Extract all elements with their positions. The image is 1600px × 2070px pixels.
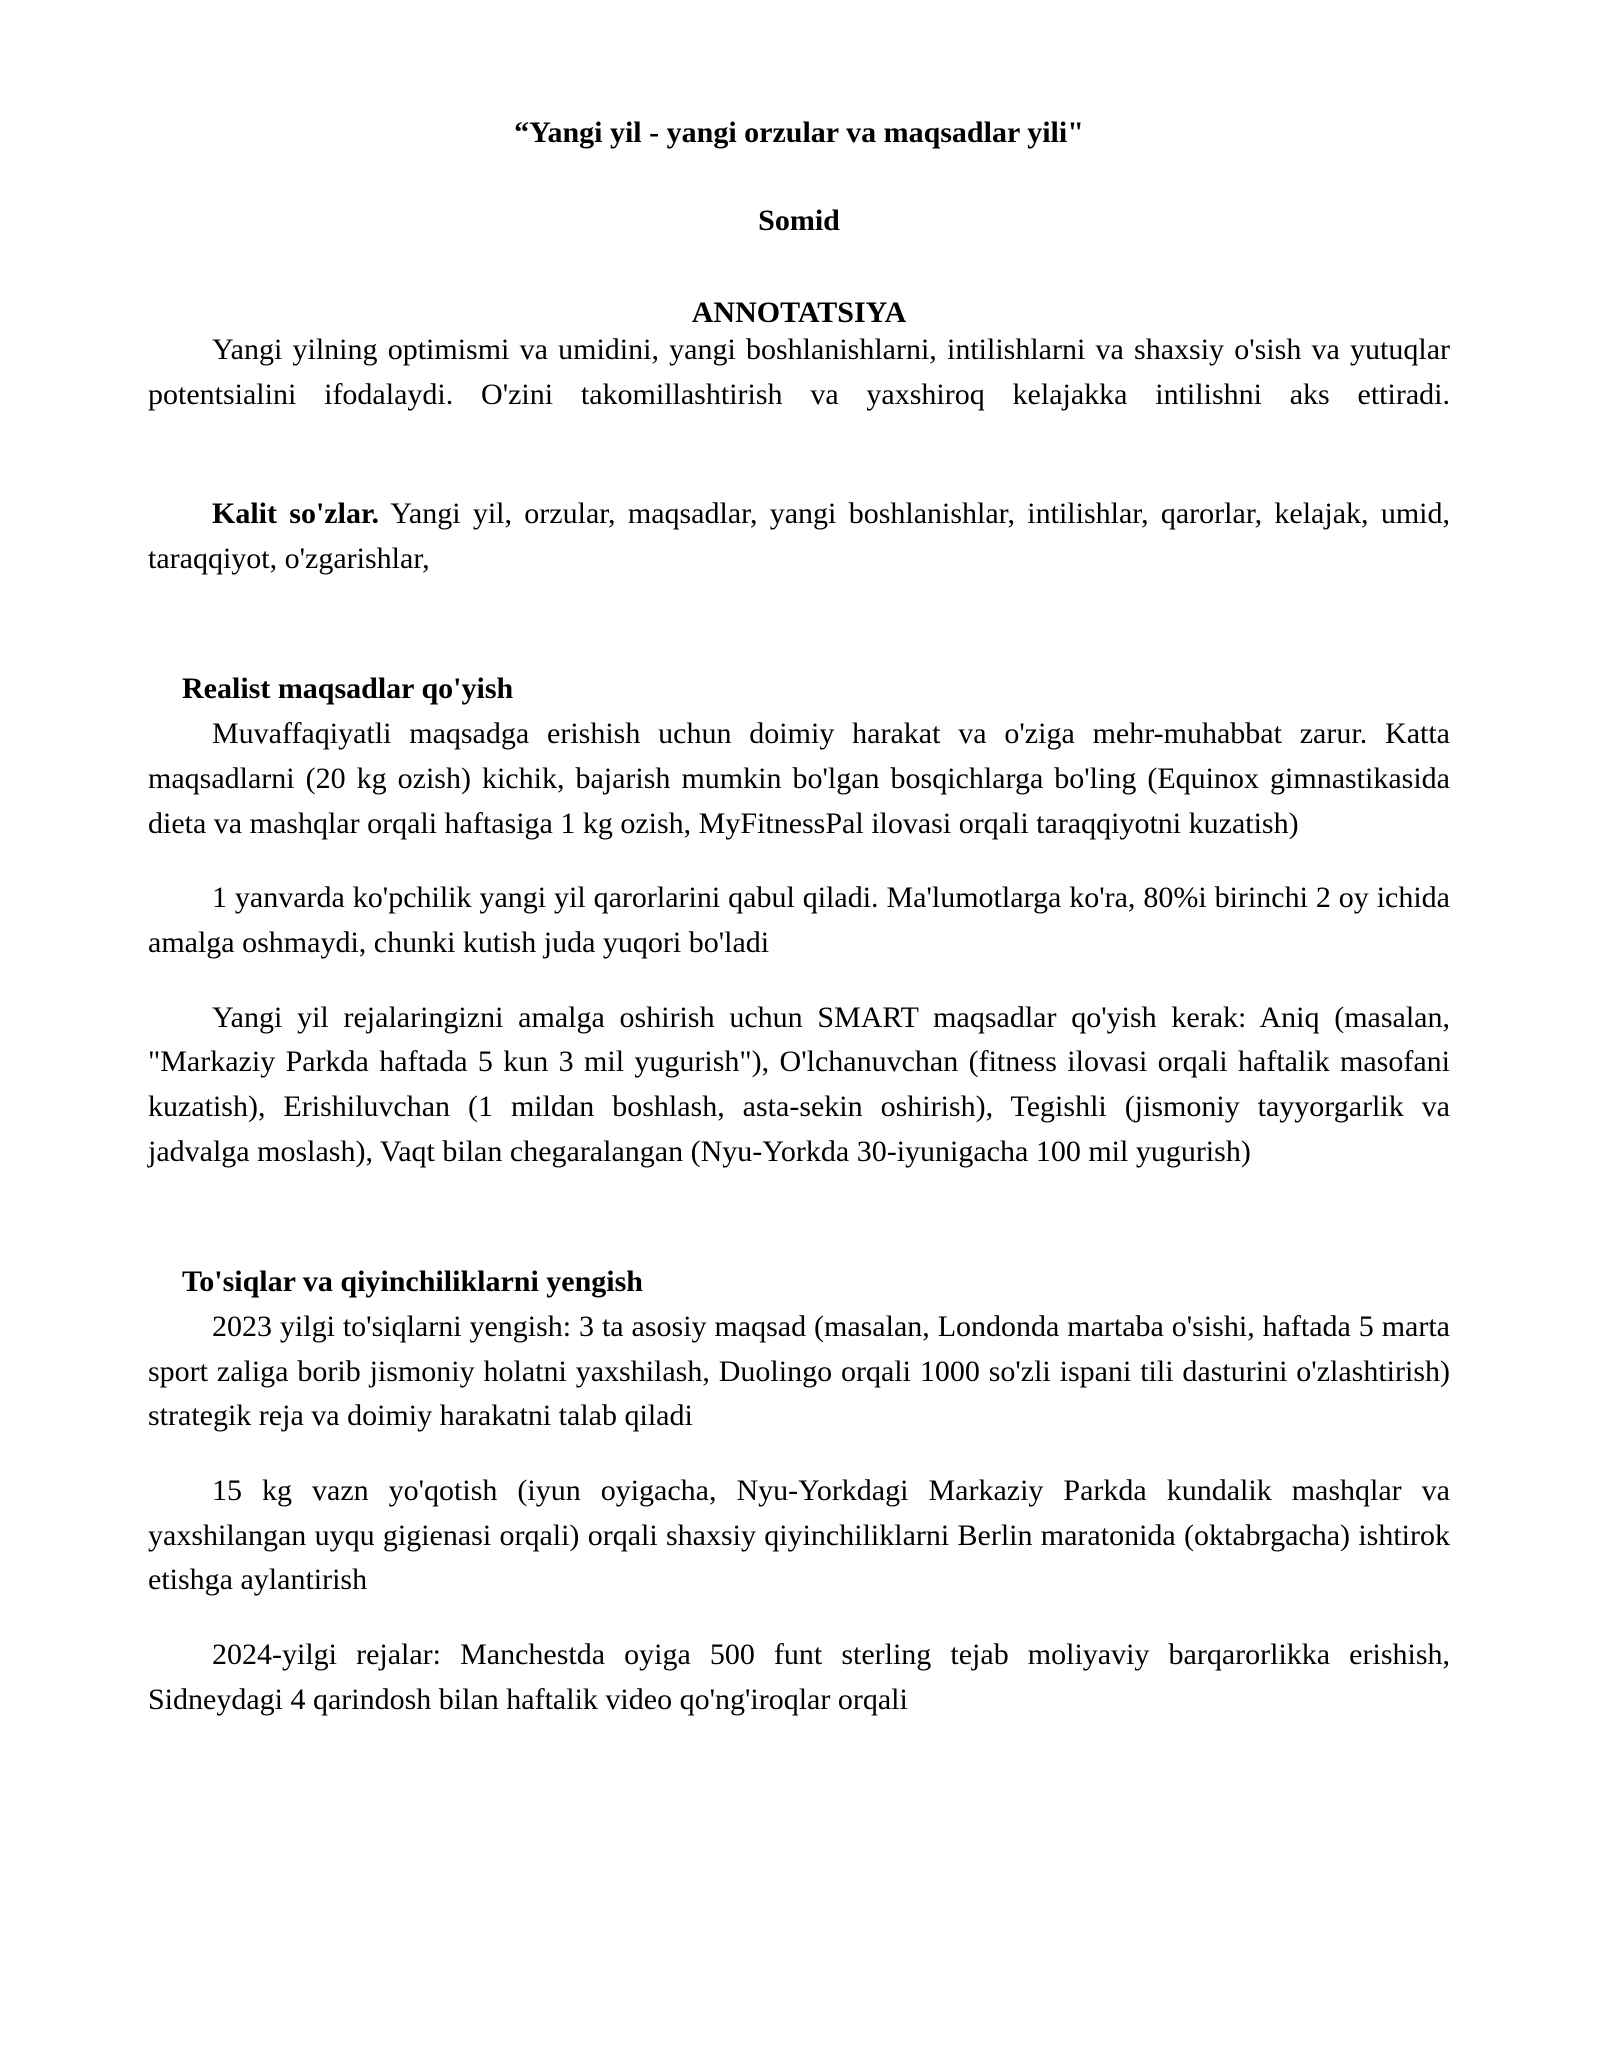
document-content [148,0,1450,1723]
keywords-text: Yangi yil, orzular, maqsadlar, yangi boshlanishlar, intilishlar, qarorlar, kelajak, umid, taraqqiyot, o'zgarishlar, [148,497,1451,575]
section-spacer [148,581,1450,667]
keywords-paragraph [148,492,1450,581]
paragraph-realist-1: Muvaffaqiyatli maqsadga erishish uchun doimiy harakat va o'ziga mehr-muhabbat zarur. Katta maqsadlarni (20 kg ozish) kichik, bajarish mumkin bo'lgan bosqichlarga bo'ling (Equinox gimnastikasida dieta va mashqlar orqali haftasiga 1 kg ozish, MyFitnessPal ilovasi orqali taraqqiyotni kuzatish) [148,717,1450,840]
paragraph-tosiqlar-1: 2023 yilgi to'siqlarni yengish: 3 ta asosiy maqsad (masalan, Londonda martaba o'sishi, haftada 5 marta sport zaliga borib jismoniy holatni yaxshilash, Duolingo orqali 1000 so'zli ispani tili dasturini o'zlashtirish) strategik reja va doimiy harakatni talab qiladi [148,1310,1450,1433]
paragraph-tosiqlar-3: 2024-yilgi rejalar: Manchestda oyiga 500 funt sterling tejab moliyaviy barqarorlikka erishish, Sidneydagi 4 qarindosh bilan haftalik video qo'ng'iroqlar orqali [148,1638,1450,1716]
page-title: “Yangi yil - yangi orzular va maqsadlar yili" [514,116,1084,149]
paragraph-realist-2: 1 yanvarda ko'pchilik yangi yil qarorlarini qabul qiladi. Ma'lumotlarga ko'ra, 80%i birinchi 2 oy ichida amalga oshmaydi, chunki kutish juda yuqori bo'ladi [148,881,1450,959]
paragraph-realist-3: Yangi yil rejalaringizni amalga oshirish uchun SMART maqsadlar qo'yish kerak: Aniq (masalan, "Markaziy Parkda haftada 5 kun 3 mil yugurish"), O'lchanuvchan (fitness ilovasi orqali haftalik masofani kuzatish), Erishiluvchan (1 mildan boshlash, asta-sekin oshirish), Tegishli (jismoniy tayyorgarlik va jadvalga moslash), Vaqt bilan chegaralangan (Nyu-Yorkda 30-iyunigacha 100 mil yugurish) [148,1000,1450,1168]
abstract-paragraph: Yangi yilning optimismi va umidini, yangi boshlanishlarni, intilishlarni va shaxsiy o'sish va yutuqlar potentsialini ifodalaydi. O'zini takomillashtirish va yaxshiroq kelajakka intilishni aks ettiradi. [148,333,1450,411]
keywords-label: Kalit so'zlar. [212,497,380,531]
paragraph-tosiqlar-2: 15 kg vazn yo'qotish (iyun oyigacha, Nyu-Yorkdagi Markaziy Parkda kundalik mashqlar va yaxshilangan uyqu gigienasi orqali) orqali shaxsiy qiyinchiliklarni Berlin maratonida (oktabrgacha) ishtirok etishga aylantirish [148,1474,1450,1597]
section-heading-realist-maqsadlar: Realist maqsadlar qo'yish [182,672,514,706]
abstract-heading: ANNOTATSIYA [691,296,907,329]
author-name: Somid [758,204,840,237]
section-heading-tosiqlar: To'siqlar va qiyinchiliklarni yengish [182,1265,643,1299]
section-spacer-2 [148,1174,1450,1260]
